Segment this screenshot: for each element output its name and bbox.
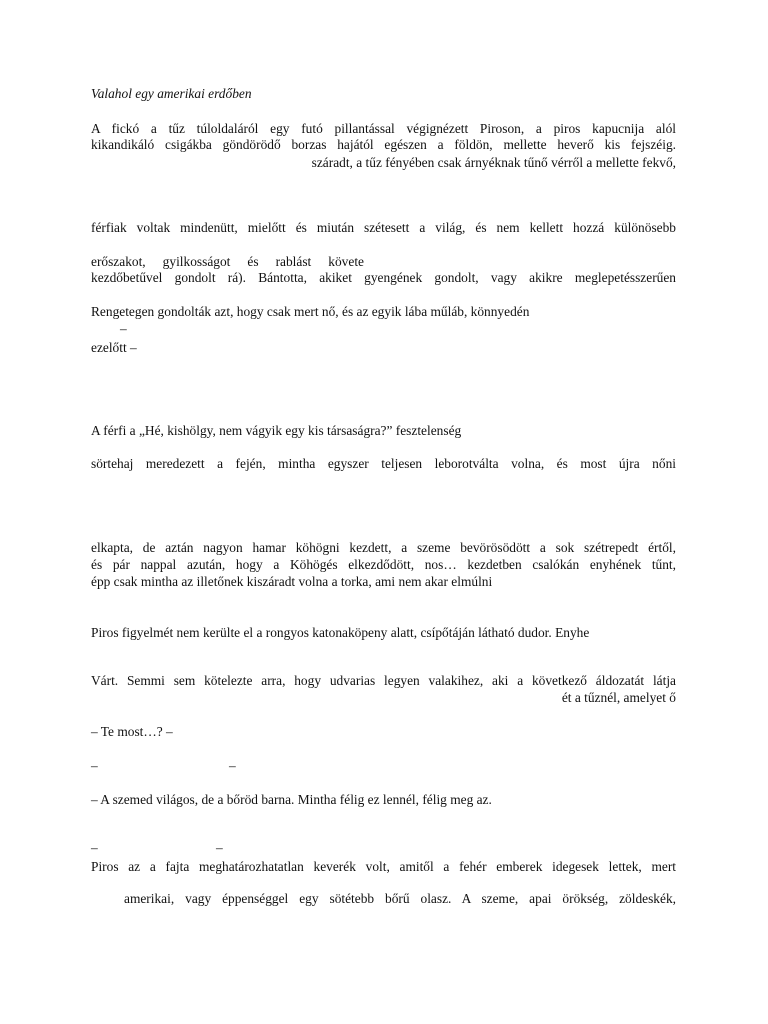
dialogue-line: – Te most…? – <box>91 724 173 739</box>
text-line: kezdőbetűvel gondolt rá). Bántotta, akiket gyengének gondolt, vagy akikre meglepetésszerűen <box>91 270 676 285</box>
text-line: ét a tűznél, amelyet ő <box>561 690 676 705</box>
text-line: száradt, a tűz fényében csak árnyéknak tűnő vérről a mellette fekvő, <box>311 155 676 170</box>
text-line: Piros figyelmét nem kerülte el a rongyos katonaköpeny alatt, csípőtáján látható dudor. Enyhe <box>91 625 590 640</box>
text-line: kikandikáló csigákba göndörödő borzas hajától egészen a földön, mellette heverő kis fejszéig. <box>91 137 676 152</box>
text-line: és pár nappal azután, hogy a Köhögés elkezdődött, nos… kezdetben csalókán enyhének tűnt, <box>91 557 676 572</box>
dash-mark: – <box>91 840 98 855</box>
dash-mark: – <box>229 758 236 773</box>
dash-mark: – <box>91 758 98 773</box>
text-line: épp csak mintha az illetőnek kiszáradt volna a torka, ami nem akar elmúlni <box>91 574 493 589</box>
dash-mark: – <box>216 840 223 855</box>
text-line: amerikai, vagy éppenséggel egy sötétebb bőrű olasz. A szeme, apai örökség, zöldeskék, <box>124 891 676 906</box>
dialogue-line: – A szemed világos, de a bőröd barna. Mintha félig ez lennél, félig meg az. <box>91 792 492 807</box>
text-line: Rengetegen gondolták azt, hogy csak mert nő, és az egyik lába műláb, könnyedén <box>91 304 530 319</box>
text-line: ezelőtt – <box>91 340 137 355</box>
text-line: Piros az a fajta meghatározhatatlan keverék volt, amitől a fehér emberek idegesek lettek, mert <box>91 859 676 874</box>
document-title: Valahol egy amerikai erdőben <box>91 86 252 101</box>
text-line: sörtehaj meredezett a fején, mintha egyszer teljesen leborotválta volna, és most újra nőni <box>91 456 676 471</box>
text-line: elkapta, de aztán nagyon hamar köhögni kezdett, a szeme bevörösödött a sok szétrepedt értől, <box>91 540 676 555</box>
text-line: férfiak voltak mindenütt, mielőtt és miután szétesett a világ, és nem kellett hozzá különösebb <box>91 220 676 235</box>
text-line: A férfi a „Hé, kishölgy, nem vágyik egy kis társaságra?” fesztelenség <box>91 423 462 438</box>
text-line: Várt. Semmi sem kötelezte arra, hogy udvarias legyen valakihez, aki a következő áldozatát látja <box>91 673 676 688</box>
dash-mark: – <box>120 321 127 336</box>
text-line: A fickó a tűz túloldaláról egy futó pillantással végignézett Piroson, a piros kapucnija alól <box>91 121 676 136</box>
text-line: erőszakot, gyilkosságot és rablást követe <box>91 254 364 269</box>
